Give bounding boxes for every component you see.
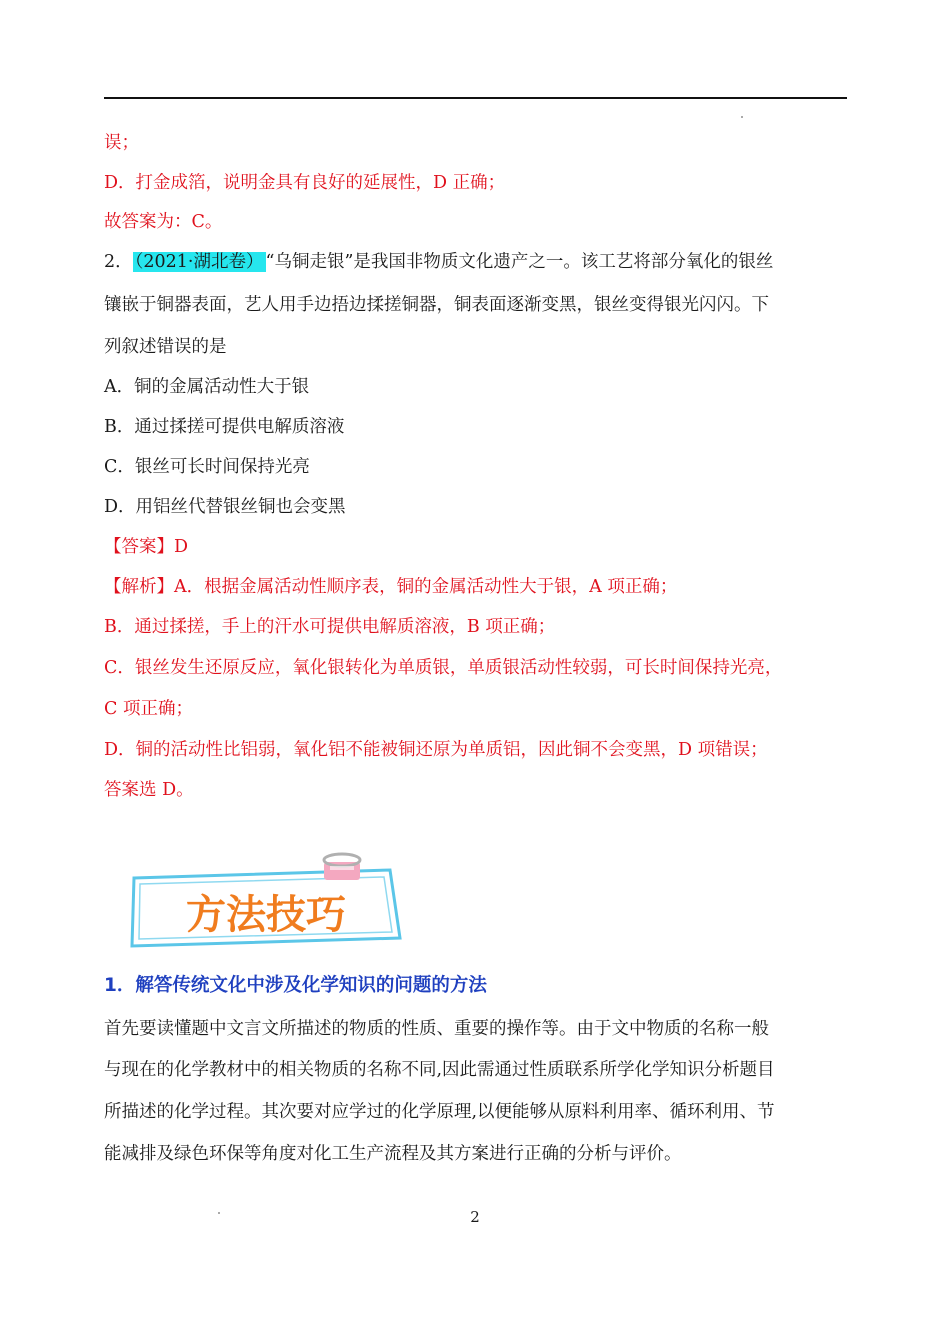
page-number: 2 <box>470 1208 480 1226</box>
paragraph-line: 首先要读懂题中文言文所描述的物质的性质、重要的操作等。由于文中物质的名称一般 <box>104 1019 769 1039</box>
paragraph-line: 能减排及绿色环保等角度对化工生产流程及其方案进行正确的分析与评价。 <box>104 1144 682 1164</box>
option-b: B．通过揉搓可提供电解质溶液 <box>104 417 345 437</box>
method-banner <box>128 852 408 952</box>
analysis-text: A．根据金属活动性顺序表，铜的金属活动性大于银，A 项正确； <box>174 577 678 597</box>
header-rule <box>104 97 847 99</box>
speck <box>741 116 743 118</box>
text-line: 镶嵌于铜器表面，艺人用手边捂边揉搓铜器，铜表面逐渐变黑，银丝变得银光闪闪。下 <box>104 295 769 315</box>
text-line: D．打金成箔，说明金具有良好的延展性，D 正确； <box>104 173 506 193</box>
analysis-label: 【解析】 <box>104 577 174 597</box>
text-line: C 项正确； <box>104 699 193 719</box>
text-line: 答案选 D。 <box>104 780 194 800</box>
analysis-line <box>104 574 677 600</box>
question-number: 2． <box>104 252 133 272</box>
text-line: D．铜的活动性比铝弱，氧化铝不能被铜还原为单质铝，因此铜不会变黑，D 项错误； <box>104 740 768 760</box>
option-a: A．铜的金属活动性大于银 <box>104 377 310 397</box>
paragraph-line: 与现在的化学教材中的相关物质的名称不同,因此需通过性质联系所学化学知识分析题目 <box>104 1060 775 1080</box>
question-stem: “乌铜走银”是我国非物质文化遗产之一。该工艺将部分氧化的银丝 <box>265 252 774 272</box>
option-c: C．银丝可长时间保持光亮 <box>104 457 310 477</box>
section-heading: 1．解答传统文化中涉及化学知识的问题的方法 <box>104 975 487 996</box>
option-d: D．用铝丝代替银丝铜也会变黑 <box>104 497 346 517</box>
paperclip-icon <box>324 854 360 880</box>
source-tag: （2021·湖北卷） <box>134 252 264 272</box>
paragraph-line: 所描述的化学过程。其次要对应学过的化学原理,以便能够从原料利用率、循环利用、节 <box>104 1102 775 1122</box>
question-line <box>104 249 773 275</box>
text-line: C．银丝发生还原反应，氧化银转化为单质银，单质银活动性较弱，可长时间保持光亮， <box>104 658 783 678</box>
answer-label: 【答案】 <box>104 537 174 557</box>
text-line: B．通过揉搓，手上的汗水可提供电解质溶液，B 项正确； <box>104 617 556 637</box>
text-line: 误； <box>104 133 139 153</box>
text-line: 列叙述错误的是 <box>104 337 227 357</box>
text-line: 故答案为：C。 <box>104 212 223 232</box>
answer-value: D <box>174 537 189 557</box>
answer-line <box>104 534 188 560</box>
banner-title: 方法技巧 <box>186 892 346 938</box>
